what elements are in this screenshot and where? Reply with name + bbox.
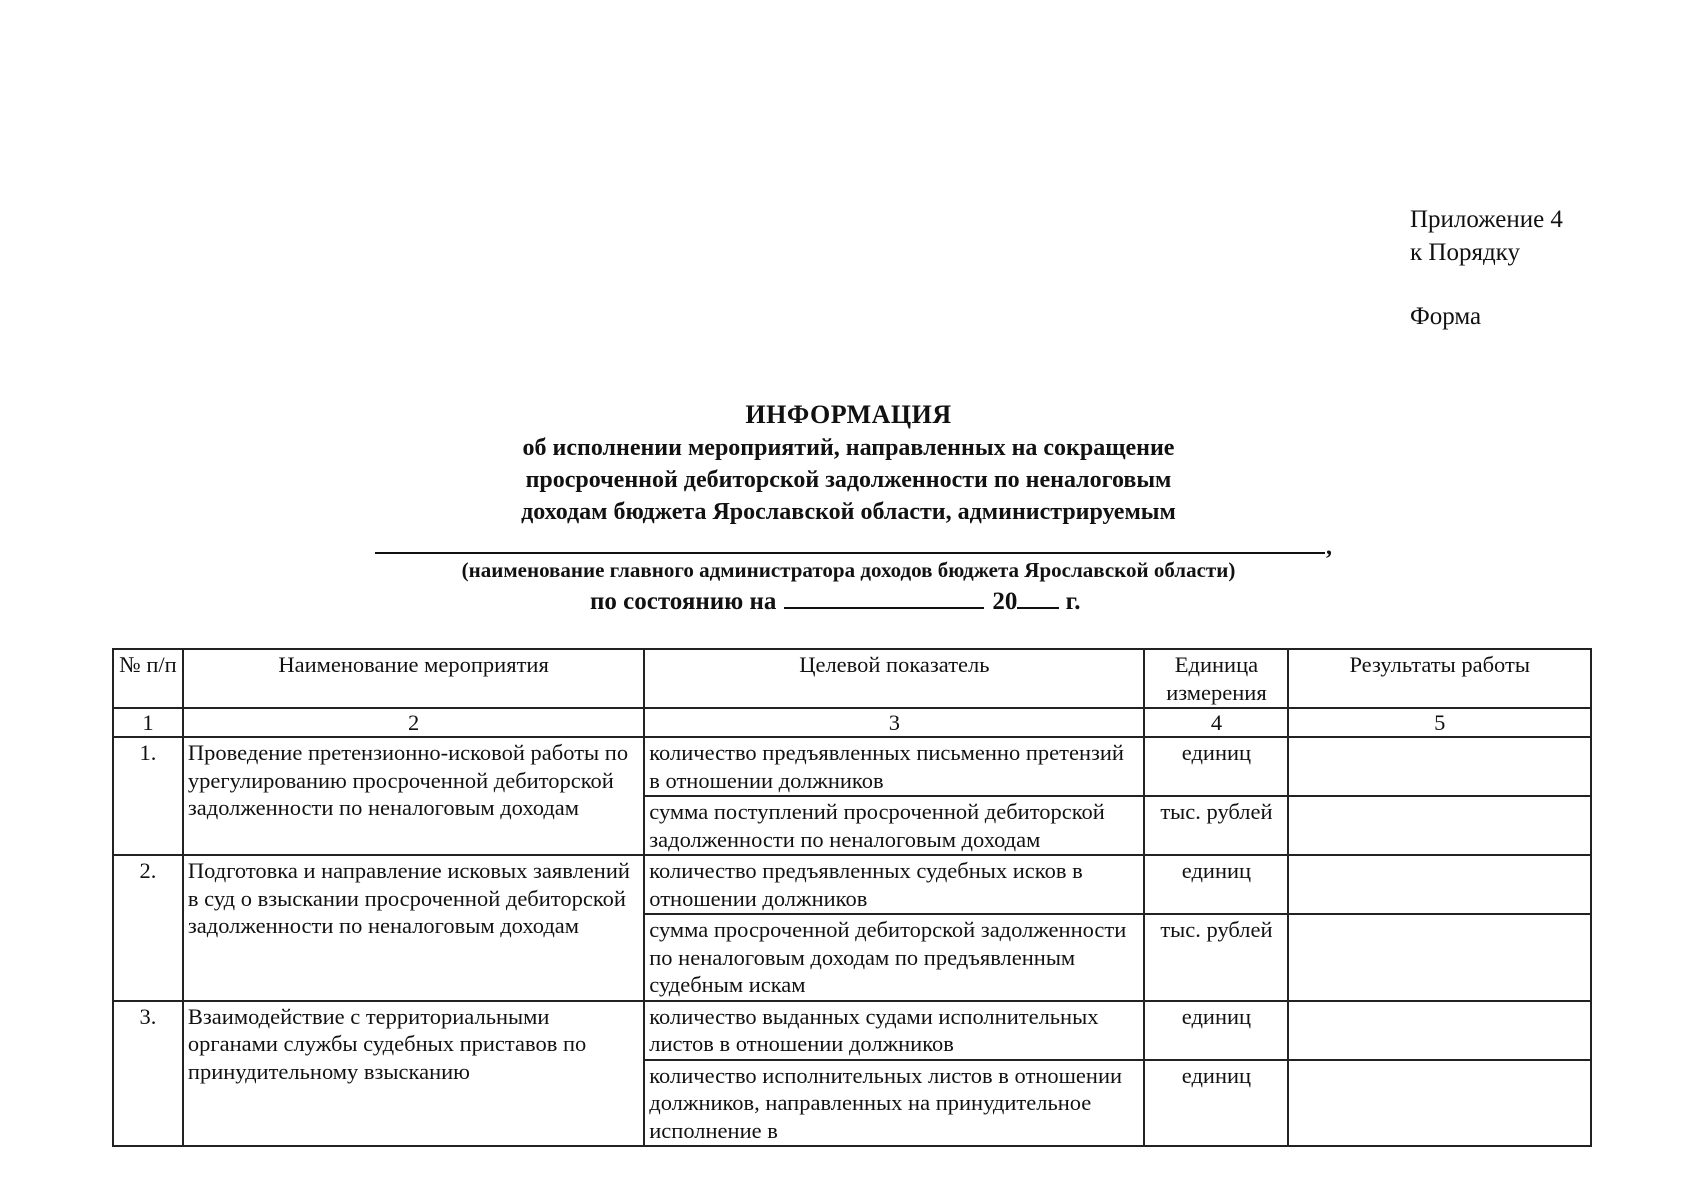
indicator-cell: сумма поступлений просроченной дебиторской задолженности по неналоговым доходам [644, 796, 1144, 855]
column-number: 5 [1288, 708, 1591, 737]
unit-cell: тыс. рублей [1144, 796, 1288, 855]
table-header-row [113, 649, 1591, 708]
date-blank [784, 585, 984, 609]
result-cell [1288, 796, 1591, 855]
measure-cell: Подготовка и направление исковых заявлений в суд о взыскании просроченной дебиторской задолженности по неналоговым доходам [183, 855, 644, 1001]
measures-table [112, 648, 1592, 1147]
table-row [113, 1001, 1591, 1060]
measure-cell: Взаимодействие с территориальными органами службы судебных приставов по принудительному взысканию [183, 1001, 644, 1147]
header-measure: Наименование мероприятия [183, 649, 644, 708]
result-cell [1288, 1001, 1591, 1060]
year-prefix: 20 [992, 588, 1018, 615]
document-title: ИНФОРМАЦИЯ [745, 400, 952, 429]
header-indicator: Целевой показатель [644, 649, 1144, 708]
administrator-caption: (наименование главного администратора доходов бюджета Ярославской области) [461, 558, 1236, 582]
appendix-number: Приложение 4 [1410, 206, 1563, 233]
column-number: 4 [1144, 708, 1288, 737]
unit-cell: единиц [1144, 1060, 1288, 1147]
indicator-cell: количество выданных судами исполнительных листов в отношении должников [644, 1001, 1144, 1060]
trailing-comma: , [1326, 534, 1332, 560]
column-number: 2 [183, 708, 644, 737]
header-unit: Единица измерения [1144, 649, 1288, 708]
as-of-prefix: по состоянию на [590, 588, 777, 615]
row-number: 2. [113, 855, 183, 1001]
column-number-row [113, 708, 1591, 737]
column-number: 3 [644, 708, 1144, 737]
appendix-block [1410, 203, 1563, 333]
unit-cell: единиц [1144, 1001, 1288, 1060]
unit-cell: единиц [1144, 855, 1288, 914]
appendix-reference: к Порядку [1410, 239, 1520, 266]
measure-cell: Проведение претензионно-исковой работы по урегулированию просроченной дебиторской задолженности по неналоговым доходам [183, 737, 644, 855]
header-results: Результаты работы [1288, 649, 1591, 708]
indicator-cell: сумма просроченной дебиторской задолженности по неналоговым доходам по предъявленным судебным искам [644, 914, 1144, 1001]
table-row [113, 737, 1591, 796]
year-suffix: г. [1065, 588, 1081, 615]
year-blank [1017, 585, 1059, 609]
table-row [113, 855, 1591, 914]
unit-cell: единиц [1144, 737, 1288, 796]
header-no: № п/п [113, 649, 183, 708]
result-cell [1288, 1060, 1591, 1147]
indicator-cell: количество исполнительных листов в отношении должников, направленных на принудительное исполнение в [644, 1060, 1144, 1147]
subtitle-line-2: просроченной дебиторской задолженности по неналоговым [525, 467, 1172, 493]
subtitle-line-3: доходам бюджета Ярославской области, администрируемым [521, 499, 1176, 525]
column-number: 1 [113, 708, 183, 737]
indicator-cell: количество предъявленных судебных исков в отношении должников [644, 855, 1144, 914]
row-number: 1. [113, 737, 183, 855]
result-cell [1288, 855, 1591, 914]
form-label: Форма [1410, 303, 1482, 330]
as-of-line [590, 585, 1080, 616]
row-number: 3. [113, 1001, 183, 1147]
result-cell [1288, 737, 1591, 796]
subtitle-line-1: об исполнении мероприятий, направленных на сокращение [522, 435, 1175, 461]
unit-cell: тыс. рублей [1144, 914, 1288, 1001]
spacer [1410, 269, 1563, 300]
result-cell [1288, 914, 1591, 1001]
administrator-name-blank [375, 552, 1325, 554]
indicator-cell: количество предъявленных письменно претензий в отношении должников [644, 737, 1144, 796]
